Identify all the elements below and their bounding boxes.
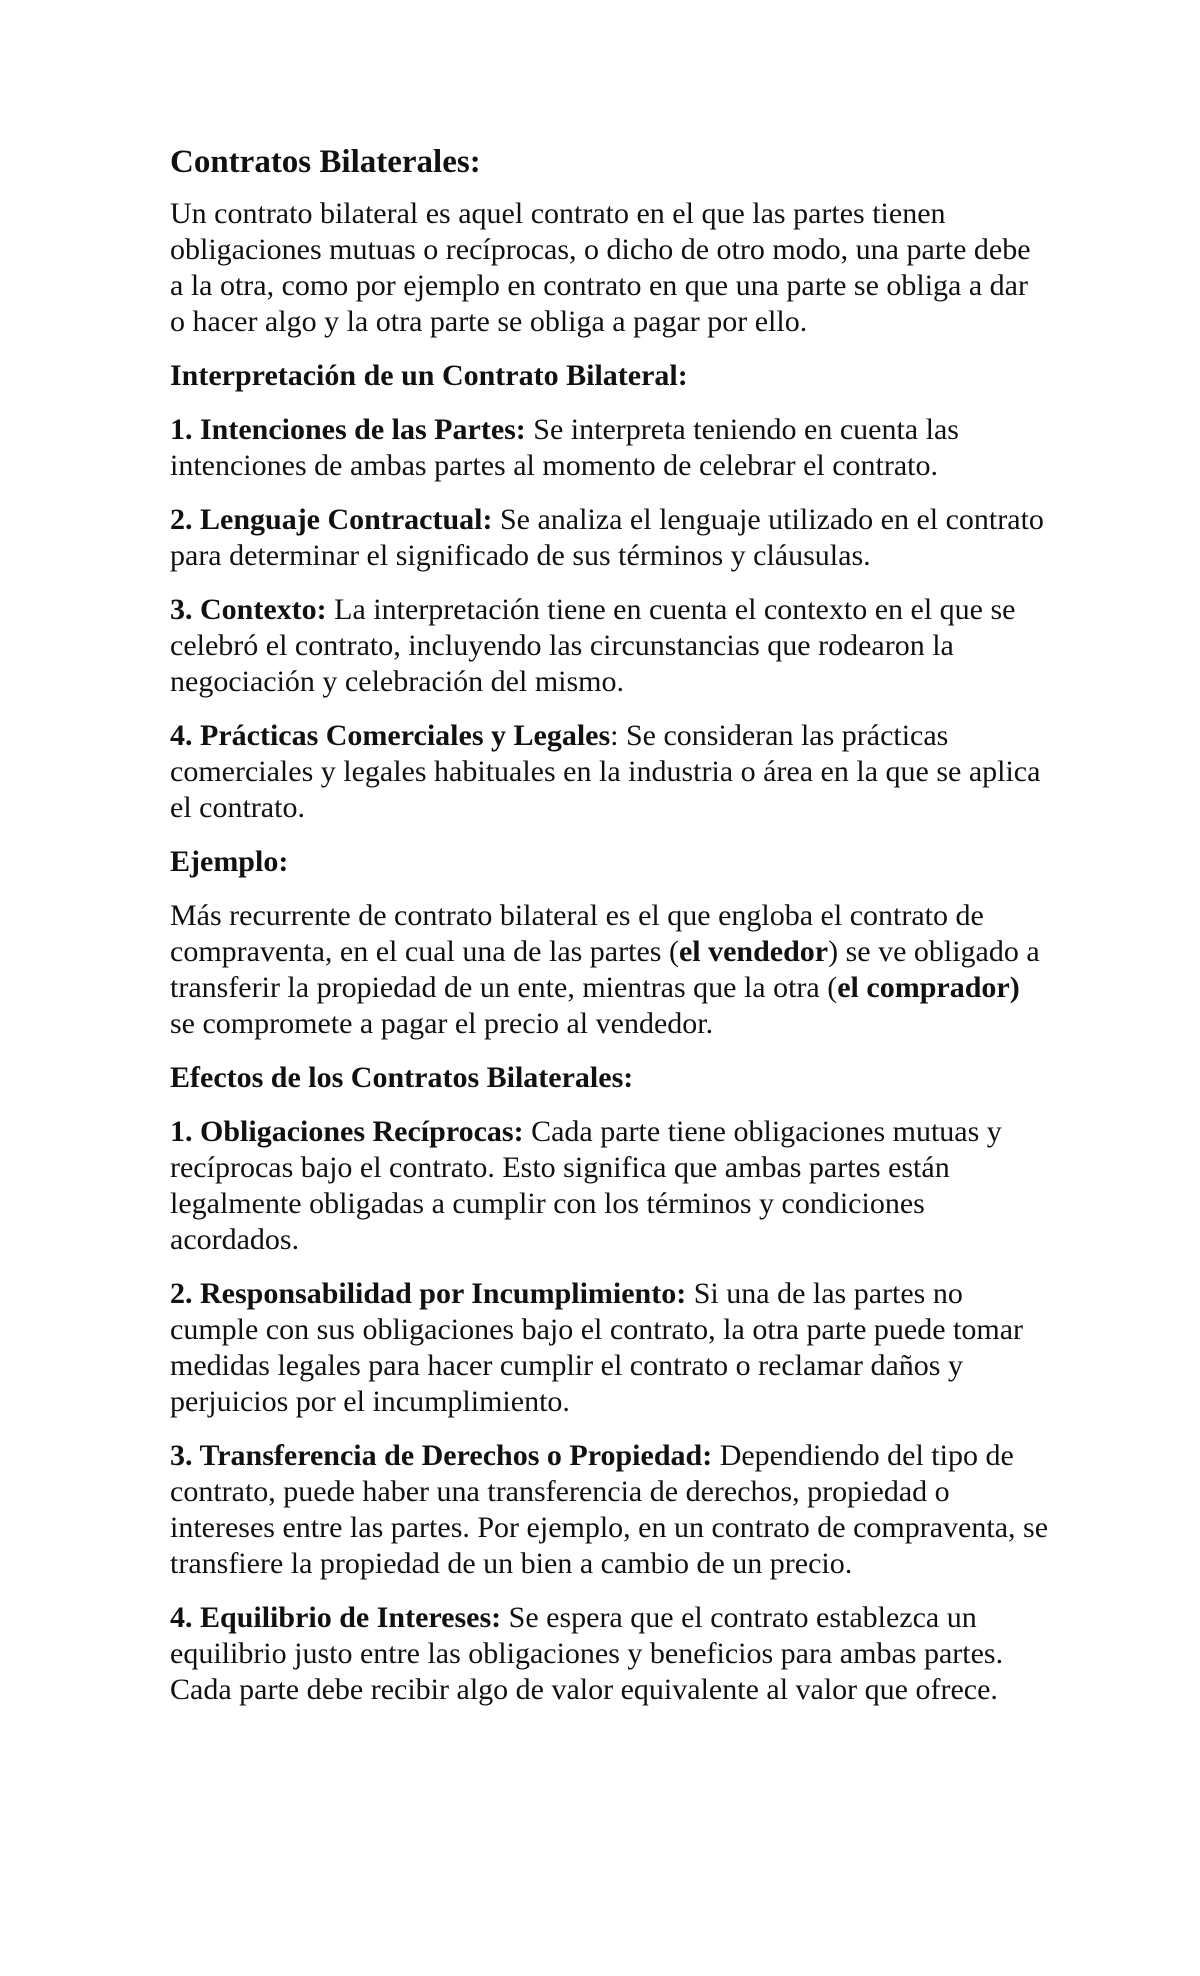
effects-heading: Efectos de los Contratos Bilaterales: (170, 1061, 634, 1094)
effects-item (170, 1276, 1050, 1420)
interpretation-item-label: 2. Lenguaje Contractual: (170, 503, 493, 536)
example-text: se compromete a pagar el precio al vendedor. (170, 1007, 714, 1040)
interpretation-item-label: 3. Contexto: (170, 593, 327, 626)
interpretation-item-text: : Se consideran las prácticas comerciales y legales habituales en la industria o área en la que se aplica el contrato. (170, 719, 1041, 824)
document-title: Contratos Bilaterales: (170, 144, 481, 180)
interpretation-item (170, 502, 1050, 574)
example-bold-buyer: el comprador) (837, 971, 1020, 1004)
interpretation-item (170, 718, 1050, 826)
example-paragraph (170, 898, 1050, 1042)
interpretation-heading: Interpretación de un Contrato Bilateral: (170, 359, 688, 392)
effects-item (170, 1114, 1050, 1258)
interpretation-item-label: 4. Prácticas Comerciales y Legales (170, 719, 611, 752)
effects-item-label: 2. Responsabilidad por Incumplimiento: (170, 1277, 687, 1310)
effects-item-text: Cada parte tiene obligaciones mutuas y recíprocas bajo el contrato. Esto significa que ambas partes están legalmente obligadas a cumplir con los términos y condiciones acordados. (170, 1115, 1002, 1256)
example-text: ) se ve obligado a transferir la propiedad de un ente, mientras que la otra ( (170, 935, 1040, 1004)
example-text: Más recurrente de contrato bilateral es el que engloba el contrato de compraventa, en el cual una de las partes ( (170, 899, 984, 968)
effects-item-text: Si una de las partes no cumple con sus obligaciones bajo el contrato, la otra parte puede tomar medidas legales para hacer cumplir el contrato o reclamar daños y perjuicios por el incumplimiento. (170, 1277, 1024, 1418)
effects-item-label: 4. Equilibrio de Intereses: (170, 1601, 502, 1634)
interpretation-item (170, 592, 1050, 700)
example-heading: Ejemplo: (170, 845, 289, 878)
interpretation-item (170, 412, 1050, 484)
effects-item (170, 1600, 1050, 1708)
example-bold-seller: el vendedor (678, 935, 829, 968)
interpretation-item-label: 1. Intenciones de las Partes: (170, 413, 526, 446)
effects-item-label: 3. Transferencia de Derechos o Propiedad: (170, 1439, 713, 1472)
effects-item-label: 1. Obligaciones Recíprocas: (170, 1115, 524, 1148)
interpretation-item-text: Se interpreta teniendo en cuenta las intenciones de ambas partes al momento de celebrar el contrato. (170, 413, 959, 482)
effects-item (170, 1438, 1050, 1582)
effects-item-text: Se espera que el contrato establezca un equilibrio justo entre las obligaciones y beneficios para ambas partes. Cada parte debe recibir algo de valor equivalente al valor que ofrece. (170, 1601, 1004, 1706)
interpretation-item-text: La interpretación tiene en cuenta el contexto en el que se celebró el contrato, incluyendo las circunstancias que rodearon la negociación y celebración del mismo. (170, 593, 1016, 698)
interpretation-item-text: Se analiza el lenguaje utilizado en el contrato para determinar el significado de sus términos y cláusulas. (170, 503, 1044, 572)
intro-paragraph: Un contrato bilateral es aquel contrato en el que las partes tienen obligaciones mutuas o recíprocas, o dicho de otro modo, una parte debe a la otra, como por ejemplo en contrato en que una parte se obliga a dar o hacer algo y la otra parte se obliga a pagar por ello. (170, 197, 1031, 338)
effects-item-text: Dependiendo del tipo de contrato, puede haber una transferencia de derechos, propiedad o intereses entre las partes. Por ejemplo, en un contrato de compraventa, se transfiere la propiedad de un bien a cambio de un precio. (170, 1439, 1049, 1580)
document-page (170, 142, 1050, 1726)
